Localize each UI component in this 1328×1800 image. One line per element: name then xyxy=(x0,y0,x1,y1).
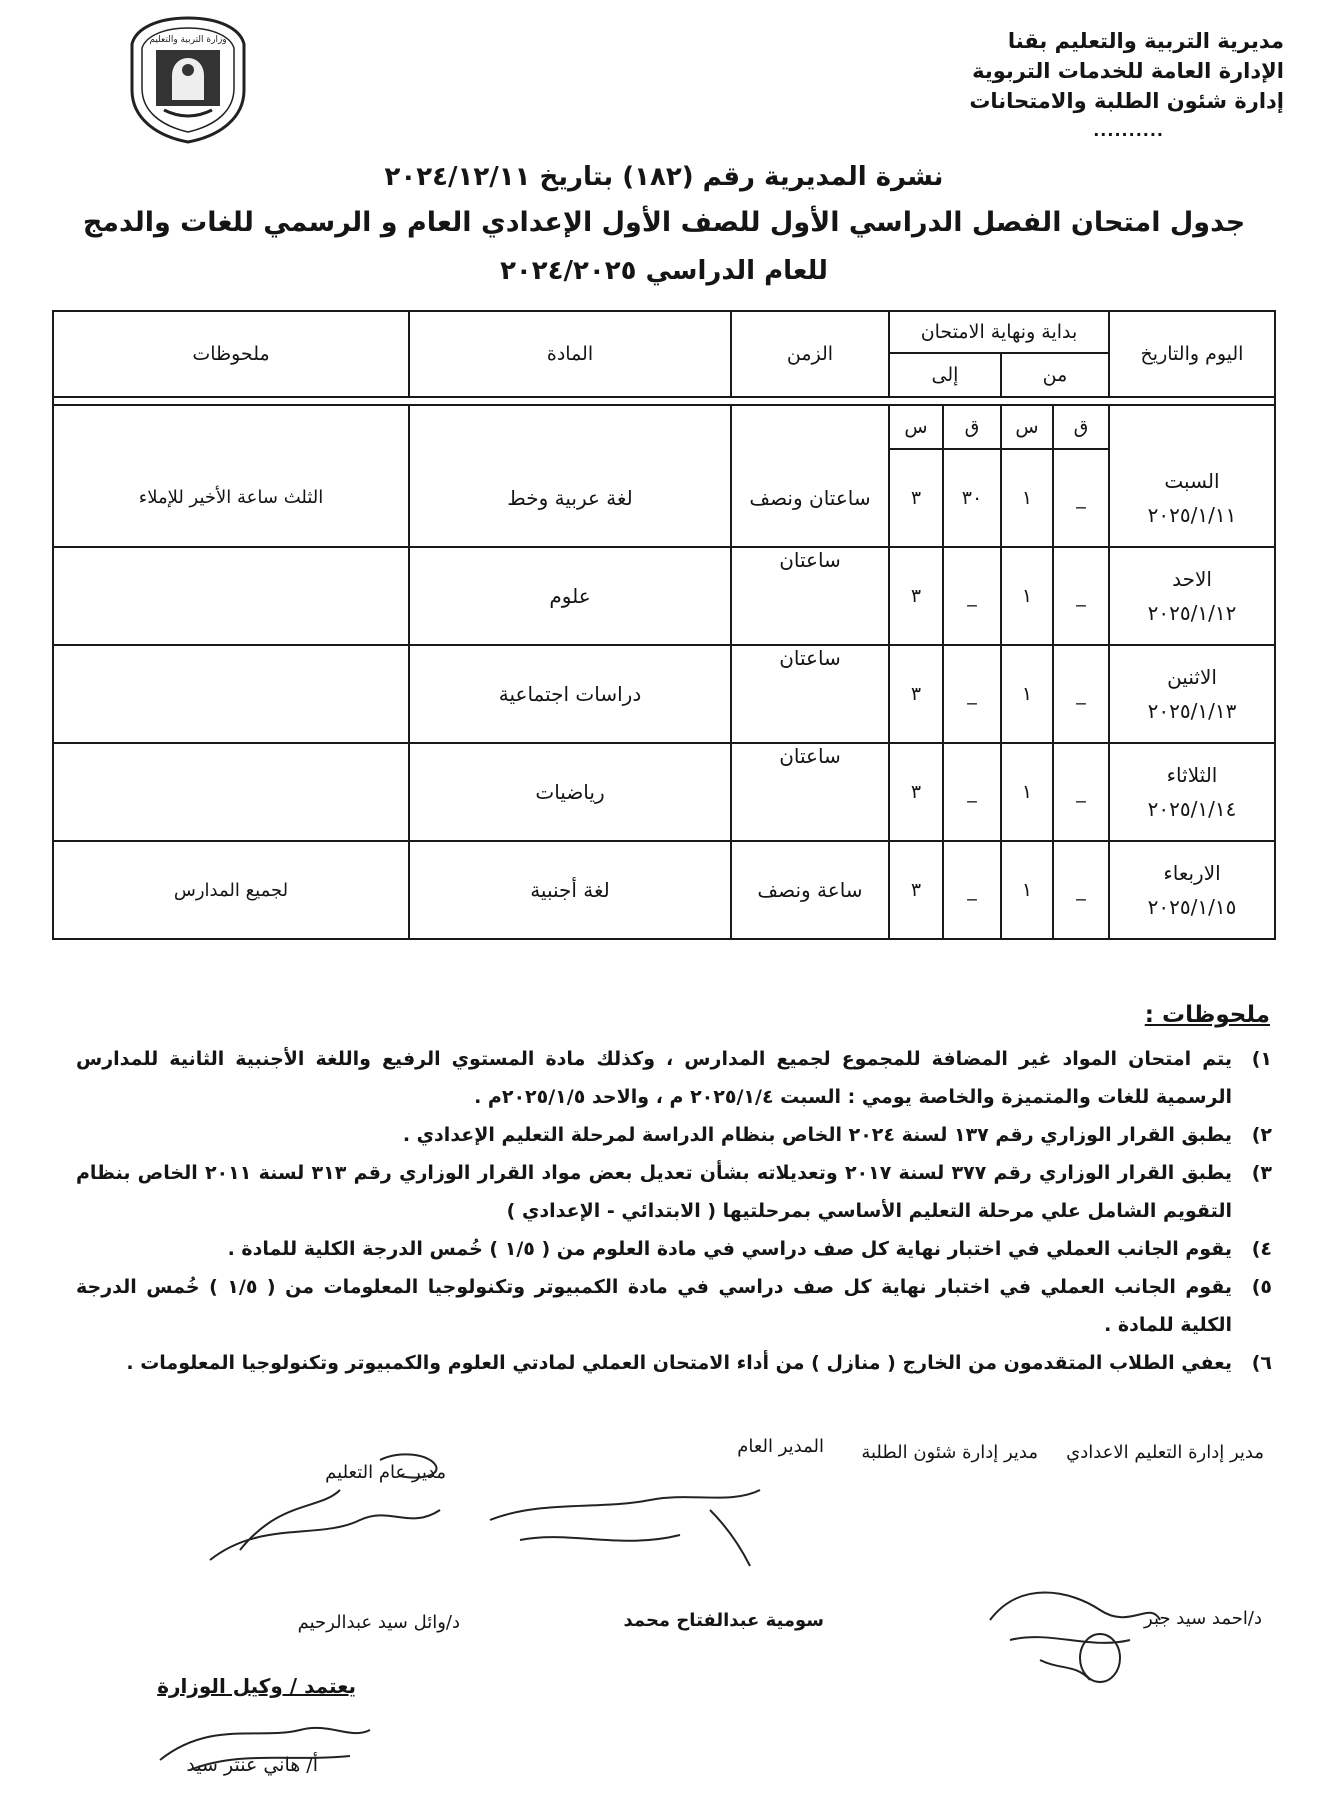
org-line-directorate: مديرية التربية والتعليم بقنا xyxy=(1007,29,1284,53)
from-hour: ١ xyxy=(1001,547,1053,645)
day-date-cell xyxy=(1109,547,1275,645)
from-hour: ١ xyxy=(1001,449,1053,547)
subject-cell: علوم xyxy=(409,547,731,645)
edu-director-title: مدير عام التعليم xyxy=(325,1462,446,1483)
exam-schedule-table-wrap xyxy=(52,310,1274,940)
subject-cell: دراسات اجتماعية xyxy=(409,645,731,743)
header-duration: الزمن xyxy=(731,311,889,397)
table-row xyxy=(53,645,1275,743)
units-subject-blank xyxy=(409,405,731,449)
unit-from-hour: س xyxy=(1001,405,1053,449)
table-row xyxy=(53,841,1275,939)
subject-cell: لغة عربية وخط xyxy=(409,449,731,547)
to-minute: _ xyxy=(943,547,1001,645)
units-notes-blank xyxy=(53,405,409,449)
to-hour: ٣ xyxy=(889,449,943,547)
note-number: ٥) xyxy=(1251,1276,1272,1298)
header-gap xyxy=(53,397,1275,405)
to-minute: _ xyxy=(943,743,1001,841)
signature-edu-director xyxy=(200,1440,450,1590)
from-minute: _ xyxy=(1053,645,1109,743)
note-text: يطبق القرار الوزاري رقم ٣٧٧ لسنة ٢٠١٧ وتعديلاته بشأن تعديل بعض مواد القرار الوزاري رقم ٣١٣ لسنة ٢٠١١ الخاص بنظام التقويم الشامل علي مرحلة التعليم الأساسي بمرحلتيها ( الابتدائي - الإعدادي ) xyxy=(76,1162,1232,1222)
day-name: الثلاثاء xyxy=(1166,763,1218,787)
notes-cell: لجميع المدارس xyxy=(53,841,409,939)
exam-schedule-table xyxy=(52,310,1276,940)
duration-cell: ساعتان xyxy=(731,547,889,645)
approve-name: أ/ هاني عنتر سيد xyxy=(186,1754,318,1776)
header-to: إلى xyxy=(889,353,1001,397)
to-minute: _ xyxy=(943,841,1001,939)
note-text: يقوم الجانب العملي في اختبار نهاية كل صف دراسي في مادة الكمبيوتر وتكنولوجيا المعلومات من ( ١/٥ ) خُمس الدرجة الكلية للمادة . xyxy=(76,1276,1233,1336)
from-minute: _ xyxy=(1053,743,1109,841)
duration-cell: ساعتان xyxy=(731,743,889,841)
academic-year: للعام الدراسي ٢٠٢٤/٢٠٢٥ xyxy=(500,256,828,286)
units-day-blank xyxy=(1109,405,1275,449)
subject-cell: لغة أجنبية xyxy=(409,841,731,939)
note-number: ٦) xyxy=(1251,1352,1272,1374)
note-text: يعفي الطلاب المتقدمون من الخارج ( منازل ) من أداء الامتحان العملي لمادتي العلوم والكمبيوتر وتكنولوجيا المعلومات . xyxy=(126,1352,1232,1374)
notes-cell xyxy=(53,743,409,841)
exam-date: ٢٠٢٥/١/١٢ xyxy=(1147,601,1237,625)
from-minute: _ xyxy=(1053,841,1109,939)
schedule-title: جدول امتحان الفصل الدراسي الأول للصف الأول الإعدادي العام و الرسمي للغات والدمج xyxy=(82,207,1246,238)
table-row xyxy=(53,547,1275,645)
signature-general-director xyxy=(480,1470,770,1570)
to-hour: ٣ xyxy=(889,547,943,645)
table-row xyxy=(53,449,1275,547)
day-name: السبت xyxy=(1164,468,1220,493)
from-minute: _ xyxy=(1053,547,1109,645)
header-start-end: بداية ونهاية الامتحان xyxy=(889,311,1109,353)
document-titles xyxy=(40,156,1288,294)
from-minute: _ xyxy=(1053,449,1109,547)
note-number: ١) xyxy=(1251,1048,1272,1070)
to-hour: ٣ xyxy=(889,743,943,841)
duration-cell: ساعتان xyxy=(731,645,889,743)
notes-cell: الثلث ساعة الأخير للإملاء xyxy=(53,449,409,547)
day-date-cell xyxy=(1109,645,1275,743)
note-text: يطبق القرار الوزاري رقم ١٣٧ لسنة ٢٠٢٤ الخاص بنظام الدراسة لمرحلة التعليم الإعدادي . xyxy=(402,1124,1232,1146)
subject-cell: رياضيات xyxy=(409,743,731,841)
note-number: ٢) xyxy=(1251,1124,1272,1146)
prep-director-name: د/احمد سيد جبر xyxy=(1144,1608,1262,1629)
org-header xyxy=(954,26,1284,146)
day-date-cell xyxy=(1109,449,1275,547)
exam-date: ٢٠٢٥/١/١١ xyxy=(1147,502,1237,527)
note-item xyxy=(76,1344,1272,1382)
unit-to-minute: ق xyxy=(943,405,1001,449)
header-notes: ملحوظات xyxy=(53,311,409,397)
table-row xyxy=(53,743,1275,841)
note-text: يقوم الجانب العملي في اختبار نهاية كل صف دراسي في مادة العلوم من ( ١/٥ ) خُمس الدرجة الكلية للمادة . xyxy=(227,1238,1232,1260)
header-day-date: اليوم والتاريخ xyxy=(1109,311,1275,397)
header-gap-row xyxy=(53,397,1275,405)
note-number: ٤) xyxy=(1251,1238,1272,1260)
note-item xyxy=(76,1154,1272,1230)
edu-director-name: د/وائل سيد عبدالرحيم xyxy=(297,1612,460,1633)
note-text: يتم امتحان المواد غير المضافة للمجموع لجميع المدارس ، وكذلك مادة المستوي الرفيع واللغة الأجنبية الثانية للمدارس الرسمية للغات والمتميزة والخاصة يومي : السبت ٢٠٢٥/١/٤ م ، والاحد ٢٠٢٥/١/٥م . xyxy=(76,1048,1232,1108)
header-row-units xyxy=(53,405,1275,449)
to-hour: ٣ xyxy=(889,645,943,743)
header-row-1 xyxy=(53,311,1275,353)
duration-cell: ساعتان ونصف xyxy=(731,449,889,547)
approve-title: يعتمد / وكيل الوزارة xyxy=(157,1674,356,1698)
to-minute: ٣٠ xyxy=(943,449,1001,547)
header-dots: .......... xyxy=(1093,121,1164,140)
day-name: الاثنين xyxy=(1167,665,1217,689)
bulletin-title: نشرة المديرية رقم (١٨٢) بتاريخ ٢٠٢٤/١٢/١١ xyxy=(384,162,944,192)
from-hour: ١ xyxy=(1001,841,1053,939)
org-line-students-affairs: إدارة شئون الطلبة والامتحانات xyxy=(969,89,1284,113)
general-director-title: المدير العام xyxy=(737,1436,824,1457)
exam-date: ٢٠٢٥/١/١٤ xyxy=(1147,797,1237,821)
notes-cell xyxy=(53,645,409,743)
header-subject: المادة xyxy=(409,311,731,397)
day-name: الاربعاء xyxy=(1163,861,1221,885)
unit-to-hour: س xyxy=(889,405,943,449)
students-director-title: مدير إدارة شئون الطلبة xyxy=(861,1442,1038,1463)
note-item xyxy=(76,1116,1272,1154)
unit-from-minute: ق xyxy=(1053,405,1109,449)
note-item xyxy=(76,1268,1272,1344)
note-item xyxy=(76,1230,1272,1268)
day-date-cell xyxy=(1109,841,1275,939)
notes-list xyxy=(76,1040,1272,1382)
notes-title: ملحوظات : xyxy=(1144,1002,1270,1028)
header-from: من xyxy=(1001,353,1109,397)
from-hour: ١ xyxy=(1001,743,1053,841)
logo-text: وزارة التربية والتعليم xyxy=(149,35,227,45)
units-duration-blank xyxy=(731,405,889,449)
note-item xyxy=(76,1040,1272,1116)
duration-cell: ساعة ونصف xyxy=(731,841,889,939)
general-director-name: سومية عبدالفتاح محمد xyxy=(623,1610,824,1631)
ministry-logo xyxy=(128,14,248,146)
to-minute: _ xyxy=(943,645,1001,743)
day-date-cell xyxy=(1109,743,1275,841)
signature-undersecretary xyxy=(150,1700,380,1780)
from-hour: ١ xyxy=(1001,645,1053,743)
exam-date: ٢٠٢٥/١/١٣ xyxy=(1147,699,1237,723)
signature-prep-director xyxy=(980,1560,1170,1700)
exam-date: ٢٠٢٥/١/١٥ xyxy=(1147,895,1237,919)
prep-director-title: مدير إدارة التعليم الاعدادي xyxy=(1066,1442,1264,1463)
note-number: ٣) xyxy=(1251,1162,1272,1184)
to-hour: ٣ xyxy=(889,841,943,939)
notes-cell xyxy=(53,547,409,645)
day-name: الاحد xyxy=(1172,567,1212,591)
org-line-general-admin: الإدارة العامة للخدمات التربوية xyxy=(972,59,1284,83)
